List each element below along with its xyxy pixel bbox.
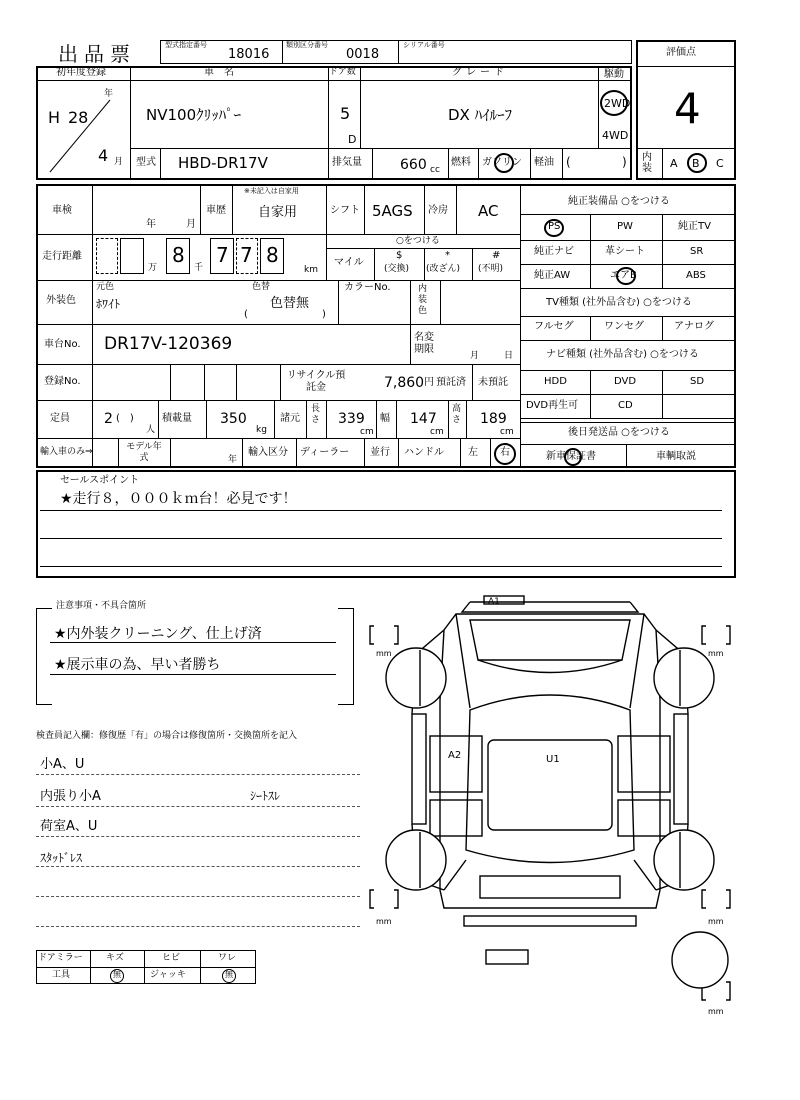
class-no: 0018 xyxy=(346,47,380,62)
height-value: 189 xyxy=(480,411,507,427)
mirror-r1: 工具 xyxy=(52,970,71,980)
height-label: 高さ xyxy=(452,404,462,425)
tv-one: ワンセグ xyxy=(604,321,644,332)
shaken-month: 月 xyxy=(186,219,196,230)
page-title: 出品票 xyxy=(58,42,136,66)
navi-sd: SD xyxy=(690,376,705,387)
inspector-line-3: 荷室A、U xyxy=(40,819,98,834)
interior-b-circle xyxy=(687,153,707,173)
length-unit: cm xyxy=(360,427,374,437)
type-no: 18016 xyxy=(228,47,270,62)
drive-label: 駆動 xyxy=(604,69,624,80)
color-label: 外装色 xyxy=(46,295,76,306)
equip-aw: 純正AW xyxy=(534,270,571,281)
recycle-value: 7,860 xyxy=(384,375,425,391)
color-no-label: カラーNo. xyxy=(344,282,391,293)
unit-km: km xyxy=(304,265,318,275)
recycle-label: リサイクル預託金 xyxy=(286,370,346,393)
mirror-h3: ヒビ xyxy=(162,953,181,963)
model-label: 型式 xyxy=(136,157,156,168)
mirror-h4: ワレ xyxy=(218,953,237,963)
name-label: 車 名 xyxy=(204,67,234,78)
capacity-paren: ( ) xyxy=(116,413,134,424)
navi-dvd: DVD xyxy=(614,376,637,387)
reg-label: 初年度登録 xyxy=(56,67,106,78)
equip-title: 純正装備品 ○をつける xyxy=(568,196,670,207)
ac-label: 冷房 xyxy=(428,205,448,216)
opt-tamper: (改ざん) xyxy=(426,264,461,274)
reg-no-label: 登録No. xyxy=(44,376,81,387)
equip-sr: SR xyxy=(690,246,704,257)
chassis-value: DR17V-120369 xyxy=(104,334,233,354)
fuel-diesel: 軽油 xyxy=(534,157,554,168)
diagram-a1: A1 xyxy=(488,597,500,607)
car-name: NV100ｸﾘｯﾊﾟｰ xyxy=(146,106,242,124)
capacity-value: 2 xyxy=(104,411,113,427)
doors-label: ドア数 xyxy=(329,67,356,77)
serial-label: シリアル番号 xyxy=(403,41,445,49)
repaint-label: 色替 xyxy=(252,282,271,292)
model-year-label: モデル年式 xyxy=(126,442,162,463)
inspector-label: 検査員記入欄：修復歴「有」の場合は修復箇所・交換箇所を記入 xyxy=(36,731,298,741)
reg-era: H xyxy=(48,108,61,127)
shift-value: 5AGS xyxy=(372,202,413,220)
reg-year: 28 xyxy=(68,108,89,127)
tv-analog: アナログ xyxy=(674,321,714,332)
drive-4wd: 4WD xyxy=(602,129,629,142)
recycle-unit: 円 xyxy=(424,377,434,388)
interior-label: 内装 xyxy=(642,152,652,174)
class-no-label: 類別区分番号 xyxy=(286,41,328,49)
size-label: 諸元 xyxy=(280,413,300,424)
mm-spare: mm xyxy=(708,1007,724,1016)
disp-value: 660 xyxy=(400,157,427,173)
mirror-r2: 無 xyxy=(113,970,121,979)
mm-fl: mm xyxy=(376,649,392,658)
car-diagram xyxy=(360,590,760,1020)
notes-label: 注意事項・不具合箇所 xyxy=(56,601,147,611)
drive-2wd: 2WD xyxy=(604,97,631,110)
opt-exchange-sym: $ xyxy=(396,250,403,261)
notes-bracket xyxy=(36,608,354,704)
orig-color: ﾎﾜｲﾄ xyxy=(96,297,121,311)
length-label: 長さ xyxy=(311,404,321,425)
mileage-digit-2: 7 xyxy=(216,243,229,267)
mile-label: マイル xyxy=(334,257,364,268)
drive-2wd-circle xyxy=(600,90,631,116)
equip-tv: 純正TV xyxy=(678,221,711,232)
equip-navi: 純正ナビ xyxy=(534,246,574,257)
opt-unknown: (不明) xyxy=(478,264,504,274)
history-note: ※未記入は自家用 xyxy=(244,187,299,195)
navi-cd: CD xyxy=(618,400,633,411)
meihen-label: 名変期限 xyxy=(414,332,434,355)
equip-pw: PW xyxy=(617,221,633,232)
inspector-line-2: 内張り小A xyxy=(40,789,101,804)
ac-value: AC xyxy=(478,202,499,220)
width-unit: cm xyxy=(430,427,444,437)
sales-text: ★走行８，０００ｋｍ台！必見です！ xyxy=(60,491,297,507)
equip-airbag-circle xyxy=(616,267,636,285)
length-value: 339 xyxy=(338,411,365,427)
grade-label: グレード xyxy=(452,67,508,78)
type-no-label: 型式指定番号 xyxy=(165,41,207,49)
later-manual: 車輌取説 xyxy=(656,451,696,462)
mirror-r3: ジャッキ xyxy=(150,970,186,980)
mm-fr: mm xyxy=(708,649,724,658)
import-type-label: 輸入区分 xyxy=(248,447,288,458)
unit-sen: 千 xyxy=(194,263,204,273)
grade-value: DX ﾊｲﾙｰﾌ xyxy=(448,106,513,124)
recycle-done: 預託済 xyxy=(436,377,466,388)
capacity-label: 定員 xyxy=(50,413,70,424)
tv-title: TV種類 (社外品含む) ○をつける xyxy=(546,297,692,308)
equip-airbag: エアB xyxy=(610,270,637,281)
sales-label: セールスポイント xyxy=(60,475,140,486)
diagram-u1: U1 xyxy=(546,754,560,765)
history-value: 自家用 xyxy=(258,205,298,220)
repaint-value: 色替無 xyxy=(270,296,310,311)
unit-man: 万 xyxy=(148,263,158,273)
mirror-h2: キズ xyxy=(106,953,124,963)
mm-rr: mm xyxy=(708,917,724,926)
mm-rl: mm xyxy=(376,917,392,926)
navi-dvd-play: DVD再生可 xyxy=(526,400,579,411)
seat-note: ｼｰﾄｽﾚ xyxy=(250,789,281,803)
fuel-circle xyxy=(494,153,514,173)
reg-month: 4 xyxy=(98,146,109,165)
interior-a: A xyxy=(670,157,678,170)
notes-line-2: ★展示車の為、早い者勝ち xyxy=(54,657,221,673)
load-unit: kg xyxy=(256,425,267,435)
diagram-a2: A2 xyxy=(448,750,462,761)
height-unit: cm xyxy=(500,427,514,437)
mileage-digit-4: 8 xyxy=(266,243,279,267)
later-warranty-circle xyxy=(564,448,582,466)
equip-leather: 革シート xyxy=(605,246,645,257)
mileage-digit-3: 7 xyxy=(240,243,253,267)
notes-line-1: ★内外装クリーニング、仕上げ済 xyxy=(54,626,262,642)
shaken-label: 車検 xyxy=(52,205,72,216)
orig-color-label: 元色 xyxy=(96,282,115,292)
mileage-digit-1: 8 xyxy=(172,243,185,267)
model-value: HBD-DR17V xyxy=(178,154,268,172)
opt-exchange: (交換) xyxy=(384,264,410,274)
sales-box xyxy=(36,470,736,578)
later-title: 後日発送品 ○をつける xyxy=(568,427,670,438)
recycle-not: 未預託 xyxy=(478,377,508,388)
width-label: 幅 xyxy=(380,413,390,424)
score-label: 評価点 xyxy=(666,47,696,58)
handle-left: 左 xyxy=(468,447,478,458)
inspector-line-1: 小A、U xyxy=(40,757,85,772)
load-value: 350 xyxy=(220,411,247,427)
dealer: ディーラー xyxy=(300,447,350,458)
mirror-h1: ドアミラー xyxy=(38,953,83,963)
equip-abs: ABS xyxy=(686,270,706,281)
interior-c: C xyxy=(716,157,724,170)
int-color-label: 内装色 xyxy=(418,284,428,316)
doors-value: 5 xyxy=(340,104,351,123)
later-warranty: 新車保証書 xyxy=(546,451,596,462)
history-label: 車歴 xyxy=(206,205,226,216)
mirror-r4: 無 xyxy=(225,970,233,979)
width-value: 147 xyxy=(410,411,437,427)
load-label: 積載量 xyxy=(162,413,192,424)
mileage-label: 走行距離 xyxy=(42,251,82,262)
interior-b: B xyxy=(692,157,700,170)
navi-title: ナビ種類 (社外品含む) ○をつける xyxy=(546,349,699,360)
fuel-label: 燃料 xyxy=(451,157,471,168)
score-value: 4 xyxy=(674,84,701,133)
fuel-paren-open: ( xyxy=(566,155,571,169)
import-label: 輸入車のみ⇒ xyxy=(40,447,93,457)
equip-ps: PS xyxy=(548,221,561,232)
tv-full: フルセグ xyxy=(534,321,574,332)
opt-tamper-sym: * xyxy=(445,250,450,261)
tsukeru-note: ○をつける xyxy=(396,236,440,246)
navi-hdd: HDD xyxy=(544,376,567,387)
handle-label: ハンドル xyxy=(404,447,444,458)
reg-year-unit: 年 xyxy=(104,89,114,99)
inspector-line-4: ｽﾀｯﾄﾞﾚｽ xyxy=(40,851,83,865)
shift-label: シフト xyxy=(330,205,360,216)
equip-ps-circle xyxy=(544,219,564,237)
opt-unknown-sym: # xyxy=(492,250,501,261)
meihen-month: 月 xyxy=(470,351,480,361)
capacity-person: 人 xyxy=(146,425,156,435)
chassis-label: 車台No. xyxy=(44,339,81,350)
handle-right-circle xyxy=(494,443,516,465)
fuel-paren-close: ) xyxy=(622,155,627,169)
door-type: D xyxy=(348,133,357,146)
disp-unit: cc xyxy=(430,165,440,175)
disp-label: 排気量 xyxy=(332,157,362,168)
parallel: 並行 xyxy=(370,447,390,458)
shaken-year: 年 xyxy=(146,219,156,230)
fuel-gasoline: ガソリン xyxy=(482,157,522,168)
handle-right: 右 xyxy=(500,447,510,458)
reg-month-unit: 月 xyxy=(114,157,124,167)
